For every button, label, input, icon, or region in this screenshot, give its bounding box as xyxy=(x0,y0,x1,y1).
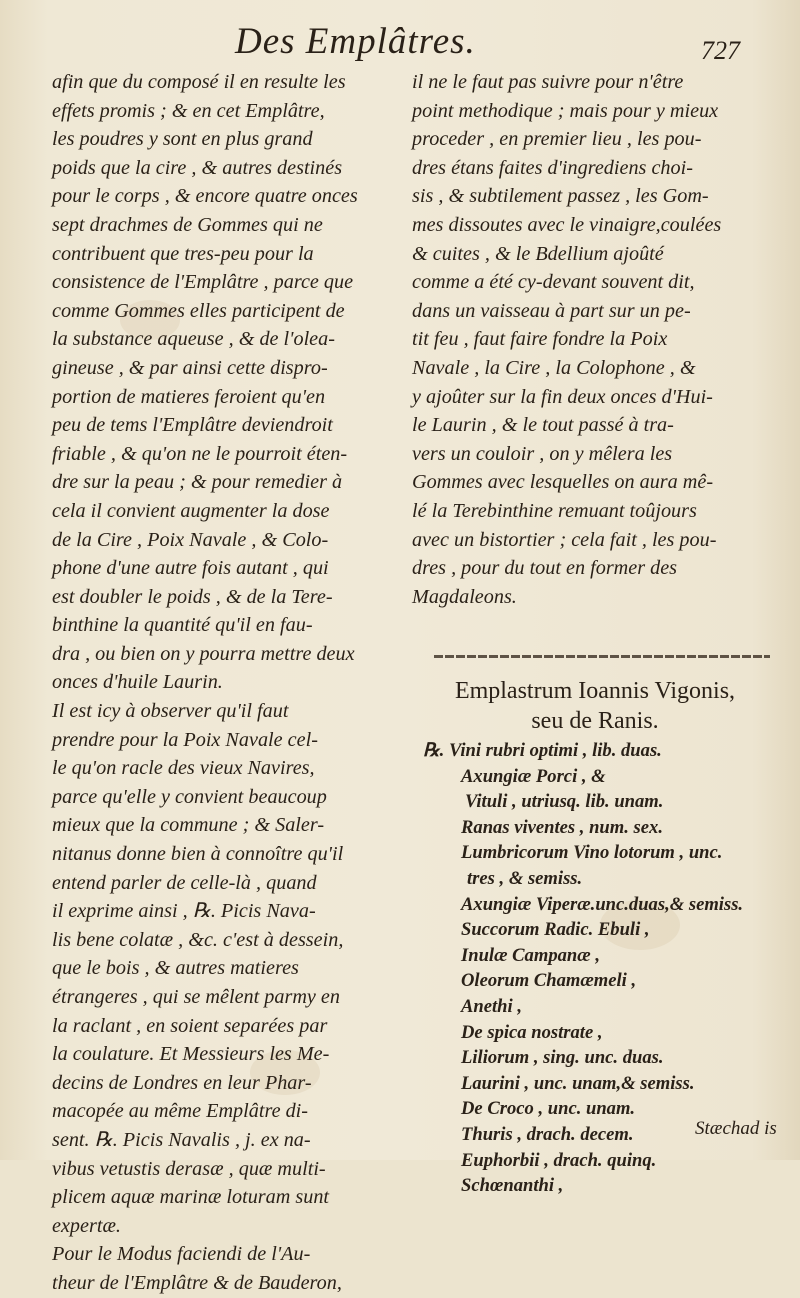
ingredient-line: Lumbricorum Vino lotorum , unc. xyxy=(461,842,723,864)
text-line: binthine la quantité qu'il en fau- xyxy=(52,614,313,637)
recipe-heading xyxy=(408,676,782,736)
ingredient-line: De spica nostrate , xyxy=(461,1021,603,1043)
ingredient-line: ℞. Vini rubri optimi , lib. duas. xyxy=(423,740,662,761)
text-line: gineuse , & par ainsi cette dispro- xyxy=(52,356,328,379)
text-line: avec un bistortier ; cela fait , les pou- xyxy=(412,528,717,551)
text-line: poids que la cire , & autres destinés xyxy=(52,156,343,179)
text-line: dre sur la peau ; & pour remedier à xyxy=(52,471,343,494)
text-line: dans un vaisseau à part sur un pe- xyxy=(412,299,691,322)
text-line: Gommes avec lesquelles on aura mê- xyxy=(412,471,714,494)
ingredient-line: Schœnanthi , xyxy=(461,1175,564,1197)
ingredient-line: Axungiæ Viperæ.unc.duas,& semiss. xyxy=(461,893,744,915)
text-line: theur de l'Emplâtre & de Bauderon, xyxy=(52,1271,342,1294)
running-head xyxy=(0,14,800,64)
ingredient-line: Vituli , utriusq. lib. unam. xyxy=(465,791,664,813)
text-line: la coulature. Et Messieurs les Me- xyxy=(52,1043,330,1066)
text-line: dres , pour du tout en former des xyxy=(412,557,678,580)
text-line: dres étans faites d'ingrediens choi- xyxy=(412,156,693,179)
text-line: decins de Londres en leur Phar- xyxy=(52,1071,312,1094)
text-line: que le bois , & autres matieres xyxy=(52,957,299,980)
text-line: mieux que la commune ; & Saler- xyxy=(52,814,325,837)
ingredient-line: Axungiæ Porci , & xyxy=(461,765,606,787)
text-line: les poudres y sont en plus grand xyxy=(52,128,313,151)
running-title: Des Emplâtres. xyxy=(235,21,476,62)
text-line: comme a été cy-devant souvent dit, xyxy=(412,271,695,294)
text-line: Pour le Modus faciendi de l'Au- xyxy=(52,1243,311,1266)
text-line: Navale , la Cire , la Colophone , & xyxy=(412,356,696,379)
text-line: proceder , en premier lieu , les pou- xyxy=(412,128,702,151)
ingredient-line: Euphorbii , drach. quinq. xyxy=(461,1149,657,1171)
text-line: de la Cire , Poix Navale , & Colo- xyxy=(52,528,329,551)
ingredient-line: Ranas viventes , num. sex. xyxy=(461,816,663,838)
section-divider xyxy=(434,655,770,658)
ingredient-line: Succorum Radic. Ebuli , xyxy=(461,919,650,941)
text-line: peu de tems l'Emplâtre deviendroit xyxy=(52,414,333,437)
text-line: nitanus donne bien à connoître qu'il xyxy=(52,843,344,866)
text-line: étrangeres , qui se mêlent parmy en xyxy=(52,986,340,1008)
text-line: lé la Terebinthine remuant toûjours xyxy=(412,499,697,522)
text-line: friable , & qu'on ne le pourroit éten- xyxy=(52,442,348,465)
text-line: sent. ℞. Picis Navalis , j. ex na- xyxy=(52,1128,311,1151)
text-line: vers un couloir , on y mêlera les xyxy=(412,442,673,465)
text-line: & cuites , & le Bdellium ajoûté xyxy=(412,242,664,265)
text-line: dra , ou bien on y pourra mettre deux xyxy=(52,642,355,665)
text-line: le qu'on racle des vieux Navires, xyxy=(52,757,315,780)
text-line: afin que du composé il en resulte les xyxy=(52,71,346,93)
text-line: la substance aqueuse , & de l'olea- xyxy=(52,328,335,351)
text-line: y ajoûter sur la fin deux onces d'Hui- xyxy=(412,385,713,408)
ingredient-line: De Croco , unc. unam. xyxy=(461,1098,636,1120)
ingredient-line: Anethi , xyxy=(461,995,522,1017)
ingredient-line: tres , & semiss. xyxy=(467,867,583,889)
text-line: cela il convient augmenter la dose xyxy=(52,499,330,522)
text-line: mes dissoutes avec le vinaigre,coulées xyxy=(412,213,722,236)
text-line: Il est icy à observer qu'il faut xyxy=(52,700,289,723)
ingredient-line: Laurini , unc. unam,& semiss. xyxy=(461,1072,695,1094)
text-line: il ne le faut pas suivre pour n'être xyxy=(412,71,684,93)
catchword: Stæchad is xyxy=(695,1118,777,1139)
text-line: sis , & subtilement passez , les Gom- xyxy=(412,185,709,208)
text-line: contribuent que tres-peu pour la xyxy=(52,242,314,265)
recipe-title-line: Emplastrum Ioannis Vigonis, xyxy=(454,678,736,704)
text-line: onces d'huile Laurin. xyxy=(52,671,223,694)
page-number: 727 xyxy=(701,36,740,65)
text-line: parce qu'elle y convient beaucoup xyxy=(52,785,327,808)
text-line: prendre pour la Poix Navale cel- xyxy=(52,728,318,751)
ingredient-line: Oleorum Chamæmeli , xyxy=(461,970,637,992)
left-column xyxy=(52,68,382,1298)
text-line: consistence de l'Emplâtre , parce que xyxy=(52,271,354,294)
text-line: effets promis ; & en cet Emplâtre, xyxy=(52,99,325,122)
text-line: pour le corps , & encore quatre onces xyxy=(52,185,358,208)
ingredient-line: Liliorum , sing. unc. duas. xyxy=(461,1047,664,1069)
text-line: entend parler de celle-là , quand xyxy=(52,871,317,894)
text-line: phone d'une autre fois autant , qui xyxy=(52,557,329,580)
recipe-subtitle-line: seu de Ranis. xyxy=(531,708,659,734)
right-column xyxy=(412,68,782,611)
text-line: vibus vetustis derasæ , quæ multi- xyxy=(52,1157,326,1180)
text-line: comme Gommes elles participent de xyxy=(52,299,345,322)
ingredient-line: Inulæ Campanæ , xyxy=(461,944,600,966)
text-line: tit feu , faut faire fondre la Poix xyxy=(412,328,668,351)
text-line: la raclant , en soient separées par xyxy=(52,1014,328,1037)
text-line: macopée au même Emplâtre di- xyxy=(52,1100,309,1123)
text-line: est doubler le poids , & de la Tere- xyxy=(52,585,333,608)
text-line: expertæ. xyxy=(52,1214,121,1237)
text-line: le Laurin , & le tout passé à tra- xyxy=(412,414,674,437)
text-line: lis bene colatæ , &c. c'est à dessein, xyxy=(52,928,344,951)
text-line: plicem aquæ marinæ loturam sunt xyxy=(52,1186,330,1209)
text-line: sept drachmes de Gommes qui ne xyxy=(52,213,323,236)
text-line: Magdaleons. xyxy=(412,585,517,608)
text-line: point methodique ; mais pour y mieux xyxy=(412,99,719,122)
ingredient-line: Thuris , drach. decem. xyxy=(461,1123,634,1145)
text-line: portion de matieres feroient qu'en xyxy=(52,385,326,408)
text-line: il exprime ainsi , ℞. Picis Nava- xyxy=(52,900,316,923)
